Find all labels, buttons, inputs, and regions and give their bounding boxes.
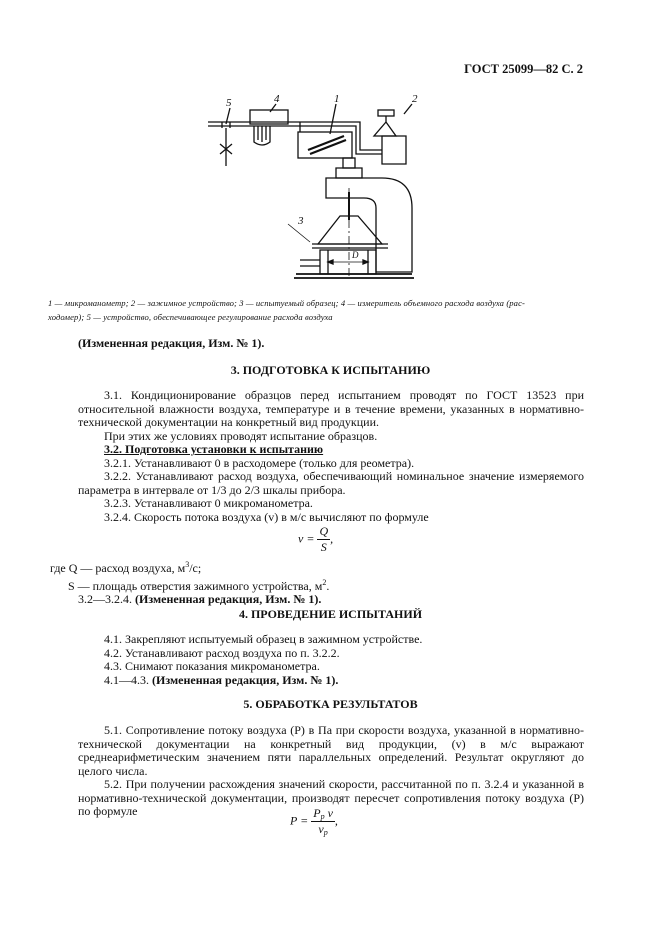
label-d: D <box>352 250 359 260</box>
formula-velocity-den: S <box>320 540 327 554</box>
section-5-body <box>78 724 584 819</box>
label-3: 3 <box>298 215 304 227</box>
amendment-note-3: 3.2—3.2.4. (Измененная редакция, Изм. № 1). <box>78 592 322 606</box>
para-3-1b: При этих же условиях проводят испытание образцов. <box>104 428 378 443</box>
formula-velocity-tail: , <box>330 531 334 546</box>
para-3-1: 3.1. Кондиционирование образцов перед испытанием проводят по ГОСТ 13523 при относительной влажности воздуха, температуре и в течение времени, указанных в нормативно-технической документации на конкретный вид продукции. <box>78 388 584 429</box>
label-4: 4 <box>274 93 280 105</box>
definitions <box>50 558 590 607</box>
formula-velocity <box>298 524 333 555</box>
formula-pressure-tail: , <box>334 813 338 828</box>
page-header: ГОСТ 25099—82 С. 2 <box>464 62 583 76</box>
figure-caption <box>48 296 596 324</box>
amendment-note-1: (Измененная редакция, Изм. № 1). <box>78 336 265 350</box>
para-3-2: 3.2. Подготовка установки к испытанию <box>104 442 324 456</box>
para-3-2-1: 3.2.1. Устанавливают 0 в расходомере (только для реометра). <box>104 455 415 470</box>
section-4-body <box>78 633 584 687</box>
caption-line-2: ходомер); 5 — устройство, обеспечивающее регулирование расхода воздуха <box>48 312 333 322</box>
para-4-2: 4.2. Устанавливают расход воздуха по п. 3.2.2. <box>104 645 340 660</box>
formula-pressure-den: $v_p$ <box>318 822 328 837</box>
formula-pressure-lhs: P = <box>290 813 309 828</box>
apparatus-diagram <box>150 92 490 290</box>
para-3-2-3: 3.2.3. Устанавливают 0 микроманометра. <box>104 496 313 510</box>
para-3-2-4: 3.2.4. Скорость потока воздуха (v) в м/с вычисляют по формуле <box>104 509 429 524</box>
section-3-body <box>78 389 584 524</box>
section-3-heading: 3. ПОДГОТОВКА К ИСПЫТАНИЮ <box>230 363 431 377</box>
para-4-1: 4.1. Закрепляют испытуемый образец в зажимном устройстве. <box>104 632 423 646</box>
formula-pressure <box>290 806 338 837</box>
sample-holder <box>318 216 382 244</box>
para-3-2-2: 3.2.2. Устанавливают расход воздуха, обеспечивающий номинальное значение измеряемого параметра в интервале от 1/3 до 2/3 шкалы прибора. <box>78 469 584 497</box>
section-4-heading: 4. ПРОВЕДЕНИЕ ИСПЫТАНИЙ <box>238 607 423 621</box>
amendment-note-4: 4.1—4.3. (Измененная редакция, Изм. № 1). <box>104 672 339 687</box>
para-5-2: 5.2. При получении расхождения значений скорости, рассчитанной по п. 3.2.4 и указанной в нормативно-технической документации, производят пересчет сопротивления потоку воздуха (P) по формуле <box>78 777 584 818</box>
para-5-1: 5.1. Сопротивление потоку воздуха (P) в Па при скорости воздуха, указанной в нормативно-технической документации на конкретный вид продукции, (v) в м/с выражают среднеарифметическим значением пяти параллельных определений. Результат округляют до целого числа. <box>78 723 584 778</box>
valve-5 <box>220 128 232 166</box>
formula-velocity-lhs: v = <box>298 531 315 546</box>
caption-line-1: 1 — микроманометр; 2 — зажимное устройство; 3 — испытуемый образец; 4 — измеритель объемного расхода воздуха (рас- <box>48 298 525 308</box>
para-4-3: 4.3. Снимают показания микроманометра. <box>104 659 320 673</box>
clamp-device <box>326 178 412 272</box>
formula-pressure-num: $P_p$ v <box>313 806 333 821</box>
definition-s: S — площадь отверстия зажимного устройства, $м^2$. <box>68 577 330 593</box>
label-2: 2 <box>412 93 418 105</box>
clamp-2-small <box>382 136 406 164</box>
label-5: 5 <box>226 97 232 109</box>
label-1: 1 <box>334 93 340 105</box>
formula-velocity-num: Q <box>319 524 329 538</box>
definition-q: где Q — расход воздуха, $м^3/с$; <box>50 560 202 575</box>
section-5-heading: 5. ОБРАБОТКА РЕЗУЛЬТАТОВ <box>243 697 418 711</box>
